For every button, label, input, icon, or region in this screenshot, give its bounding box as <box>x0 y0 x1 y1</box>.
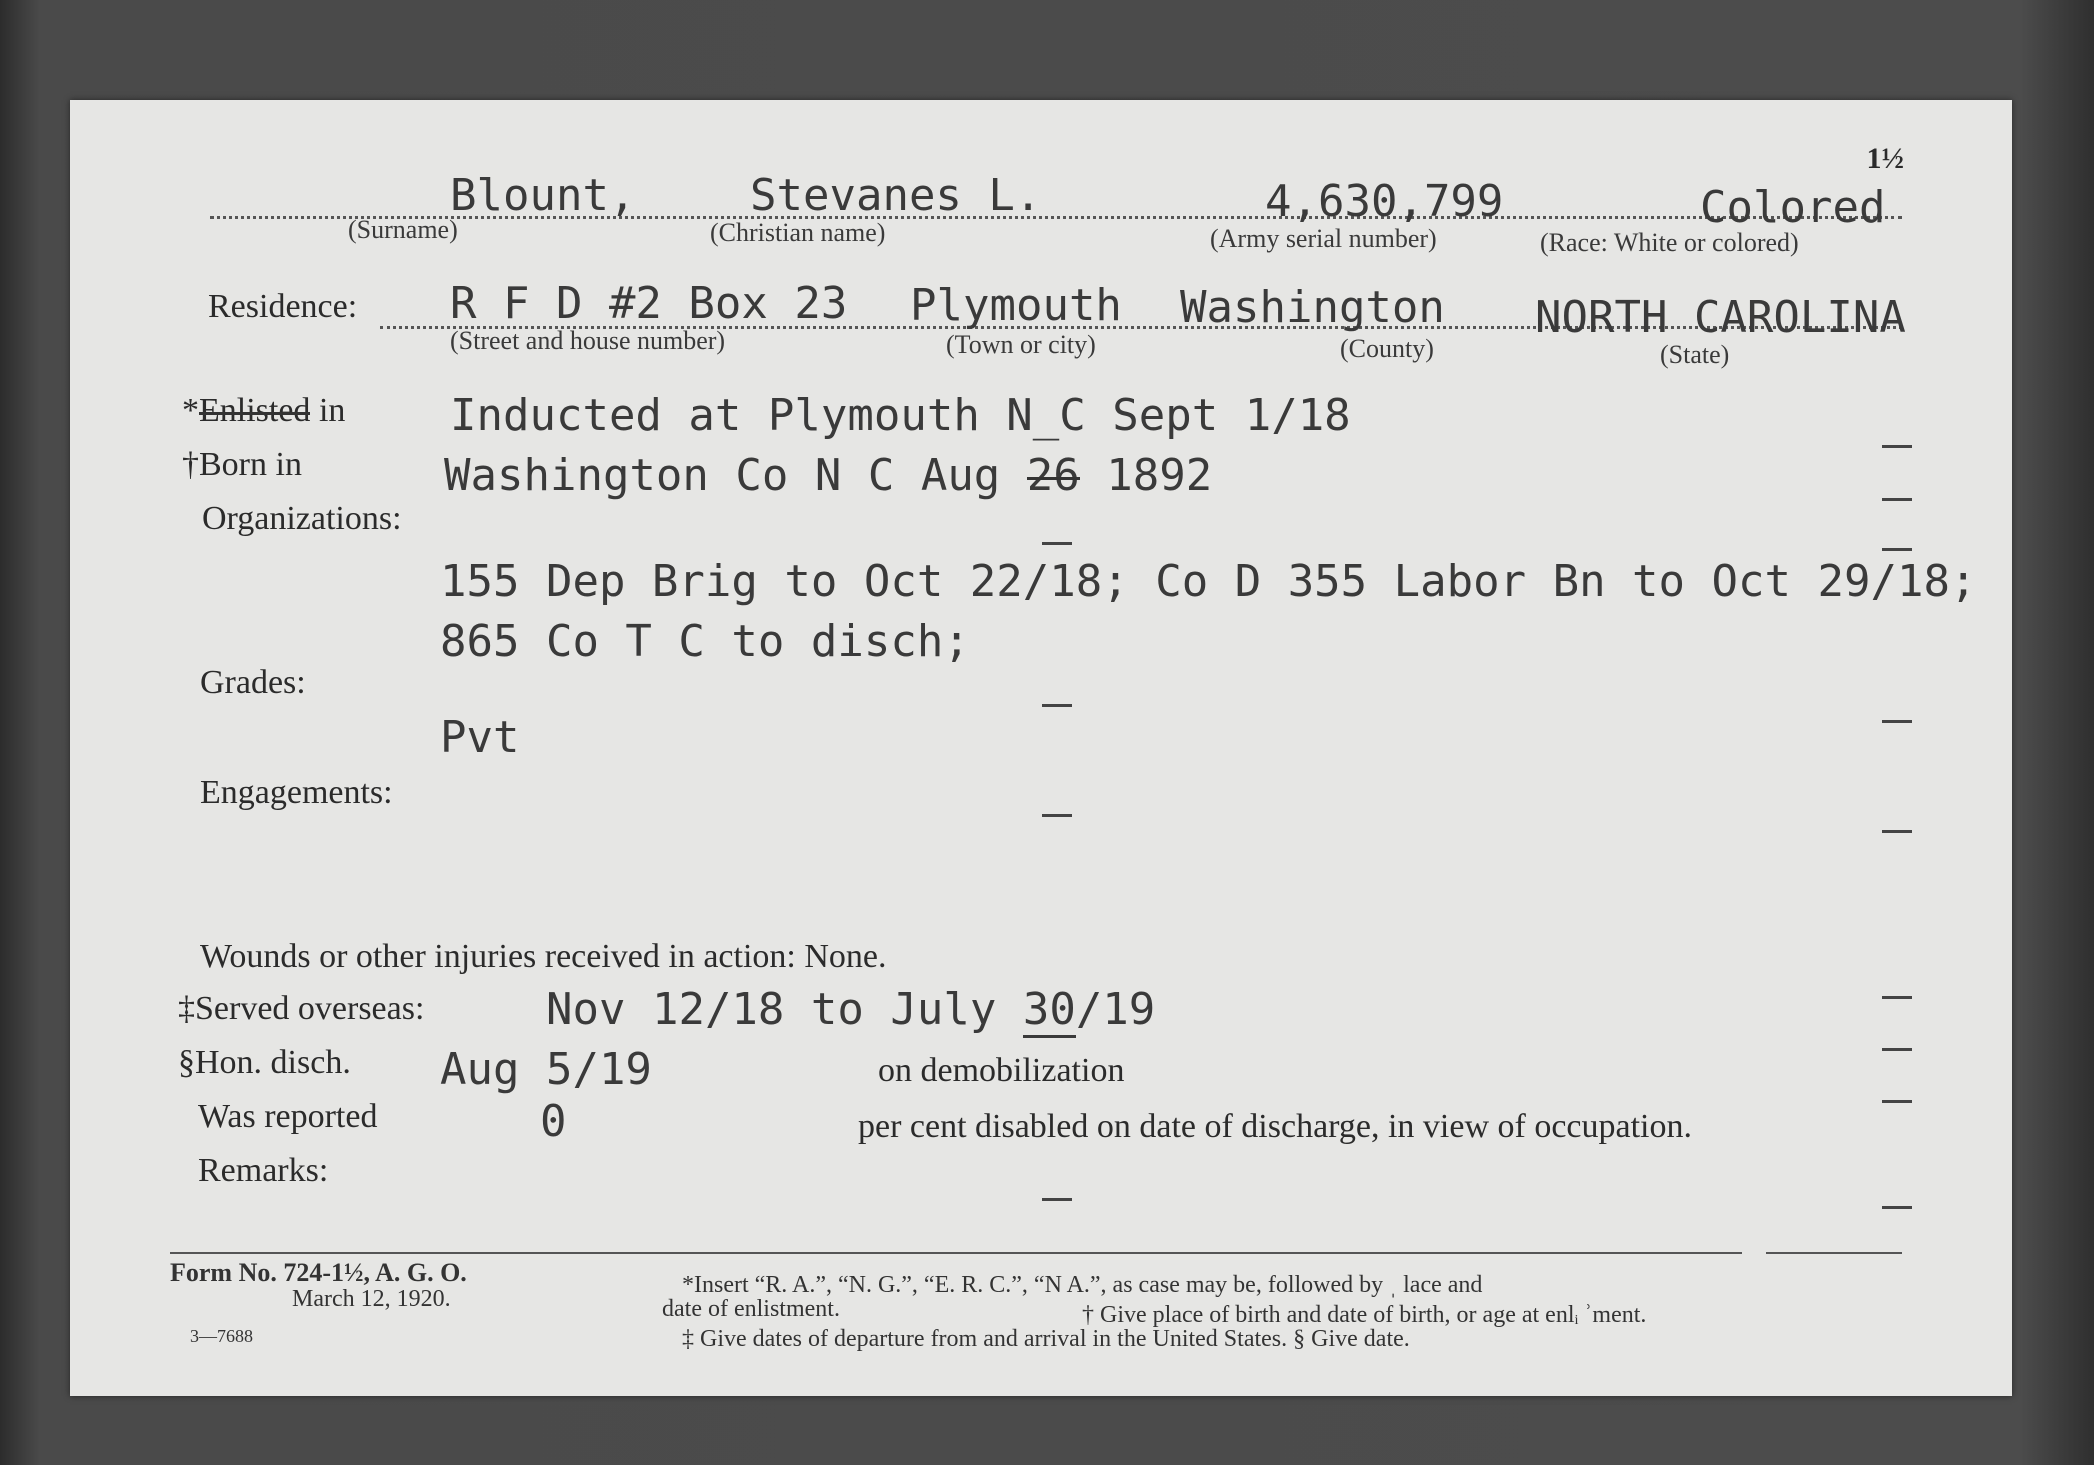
margin-dash <box>1882 996 1912 999</box>
service-record-card <box>70 100 2012 1396</box>
overseas-label: ‡Served overseas: <box>178 990 425 1027</box>
margin-dash <box>1882 445 1912 448</box>
discharge-date: Aug 5/19 <box>440 1044 652 1095</box>
footnote-enlistment-date: date of enlistment. <box>662 1296 840 1322</box>
reported-text: per cent disabled on date of discharge, in view of occupation. <box>858 1108 1692 1145</box>
footnote-overseas: ‡ Give dates of departure from and arrival in the United States. § Give date. <box>682 1326 1410 1352</box>
born-struck-day: 26 <box>1026 450 1080 501</box>
margin-dash <box>1882 498 1912 501</box>
race-caption: (Race: White or colored) <box>1540 228 1799 257</box>
margin-dash <box>1882 1206 1912 1209</box>
town-value: Plymouth <box>910 280 1122 331</box>
christian-name-value: Stevanes L. <box>750 170 1042 221</box>
born-year: 1892 <box>1079 450 1213 501</box>
footer-rule-right <box>1766 1252 1902 1254</box>
footnote-insert: *Insert “R. A.”, “N. G.”, “E. R. C.”, “N A.”, as case may be, followed by ˌ lace and <box>682 1272 1483 1298</box>
street-caption: (Street and house number) <box>450 326 726 355</box>
state-caption: (State) <box>1660 340 1730 369</box>
wounds-text: Wounds or other injuries received in action: None. <box>200 938 887 975</box>
surname-caption: (Surname) <box>348 215 458 244</box>
engagements-label: Engagements: <box>200 774 393 811</box>
enlisted-label <box>182 392 345 430</box>
form-date: March 12, 1920. <box>292 1286 451 1312</box>
organizations-label: Organizations: <box>202 500 402 537</box>
born-value <box>444 450 1212 501</box>
margin-dash <box>1882 548 1912 551</box>
margin-dash <box>1882 720 1912 723</box>
center-dash <box>1042 704 1072 707</box>
margin-dash <box>1882 1100 1912 1103</box>
residence-label: Residence: <box>208 288 358 325</box>
margin-dash <box>1882 1048 1912 1051</box>
enlisted-struck-word: Enlisted <box>199 392 311 429</box>
born-place-date: Washington Co N C Aug <box>444 450 1027 501</box>
card-fraction: 1½ <box>1866 142 1904 175</box>
footer-rule-left <box>170 1252 1742 1254</box>
organizations-line-1: 155 Dep Brig to Oct 22/18; Co D 355 Labor Bn to Oct 29/18; <box>440 556 1977 607</box>
christian-name-caption: (Christian name) <box>710 218 886 247</box>
street-value: R F D #2 Box 23 <box>450 278 848 329</box>
discharge-note: on demobilization <box>878 1052 1125 1089</box>
race-value: Colored <box>1700 182 1886 233</box>
center-dash <box>1042 1198 1072 1201</box>
overseas-value <box>546 984 1155 1035</box>
county-caption: (County) <box>1340 334 1434 363</box>
serial-number-value: 4,630,799 <box>1265 176 1504 227</box>
surname-value: Blount, <box>450 170 636 221</box>
state-value: NORTH CAROLINA <box>1535 292 1906 343</box>
center-dash <box>1042 542 1072 545</box>
born-label: †Born in <box>182 446 302 483</box>
serial-caption: (Army serial number) <box>1210 224 1437 253</box>
margin-dash <box>1882 830 1912 833</box>
town-caption: (Town or city) <box>946 330 1096 359</box>
overseas-dates: Nov 12/18 to July <box>546 984 1023 1035</box>
center-dash <box>1042 814 1072 817</box>
reported-value: 0 <box>540 1096 567 1147</box>
enlisted-in-word: in <box>310 392 346 429</box>
enlisted-value: Inducted at Plymouth N_C Sept 1/18 <box>450 390 1351 441</box>
reported-label: Was reported <box>198 1098 378 1135</box>
grades-value: Pvt <box>440 712 520 763</box>
discharge-label: §Hon. disch. <box>178 1044 351 1081</box>
organizations-line-2: 865 Co T C to disch; <box>440 616 970 667</box>
overseas-underlined-day: 30 <box>1023 984 1076 1038</box>
footnote-birth: † Give place of birth and date of birth, or age at enlᵢ ʾment. <box>1082 1302 1647 1328</box>
remarks-label: Remarks: <box>198 1152 329 1189</box>
enlisted-star: * <box>182 392 199 429</box>
county-value: Washington <box>1180 282 1445 333</box>
form-code: 3—7688 <box>190 1326 253 1346</box>
form-number: Form No. 724-1½, A. G. O. <box>170 1258 467 1287</box>
overseas-year: /19 <box>1075 984 1156 1035</box>
grades-label: Grades: <box>200 664 306 701</box>
